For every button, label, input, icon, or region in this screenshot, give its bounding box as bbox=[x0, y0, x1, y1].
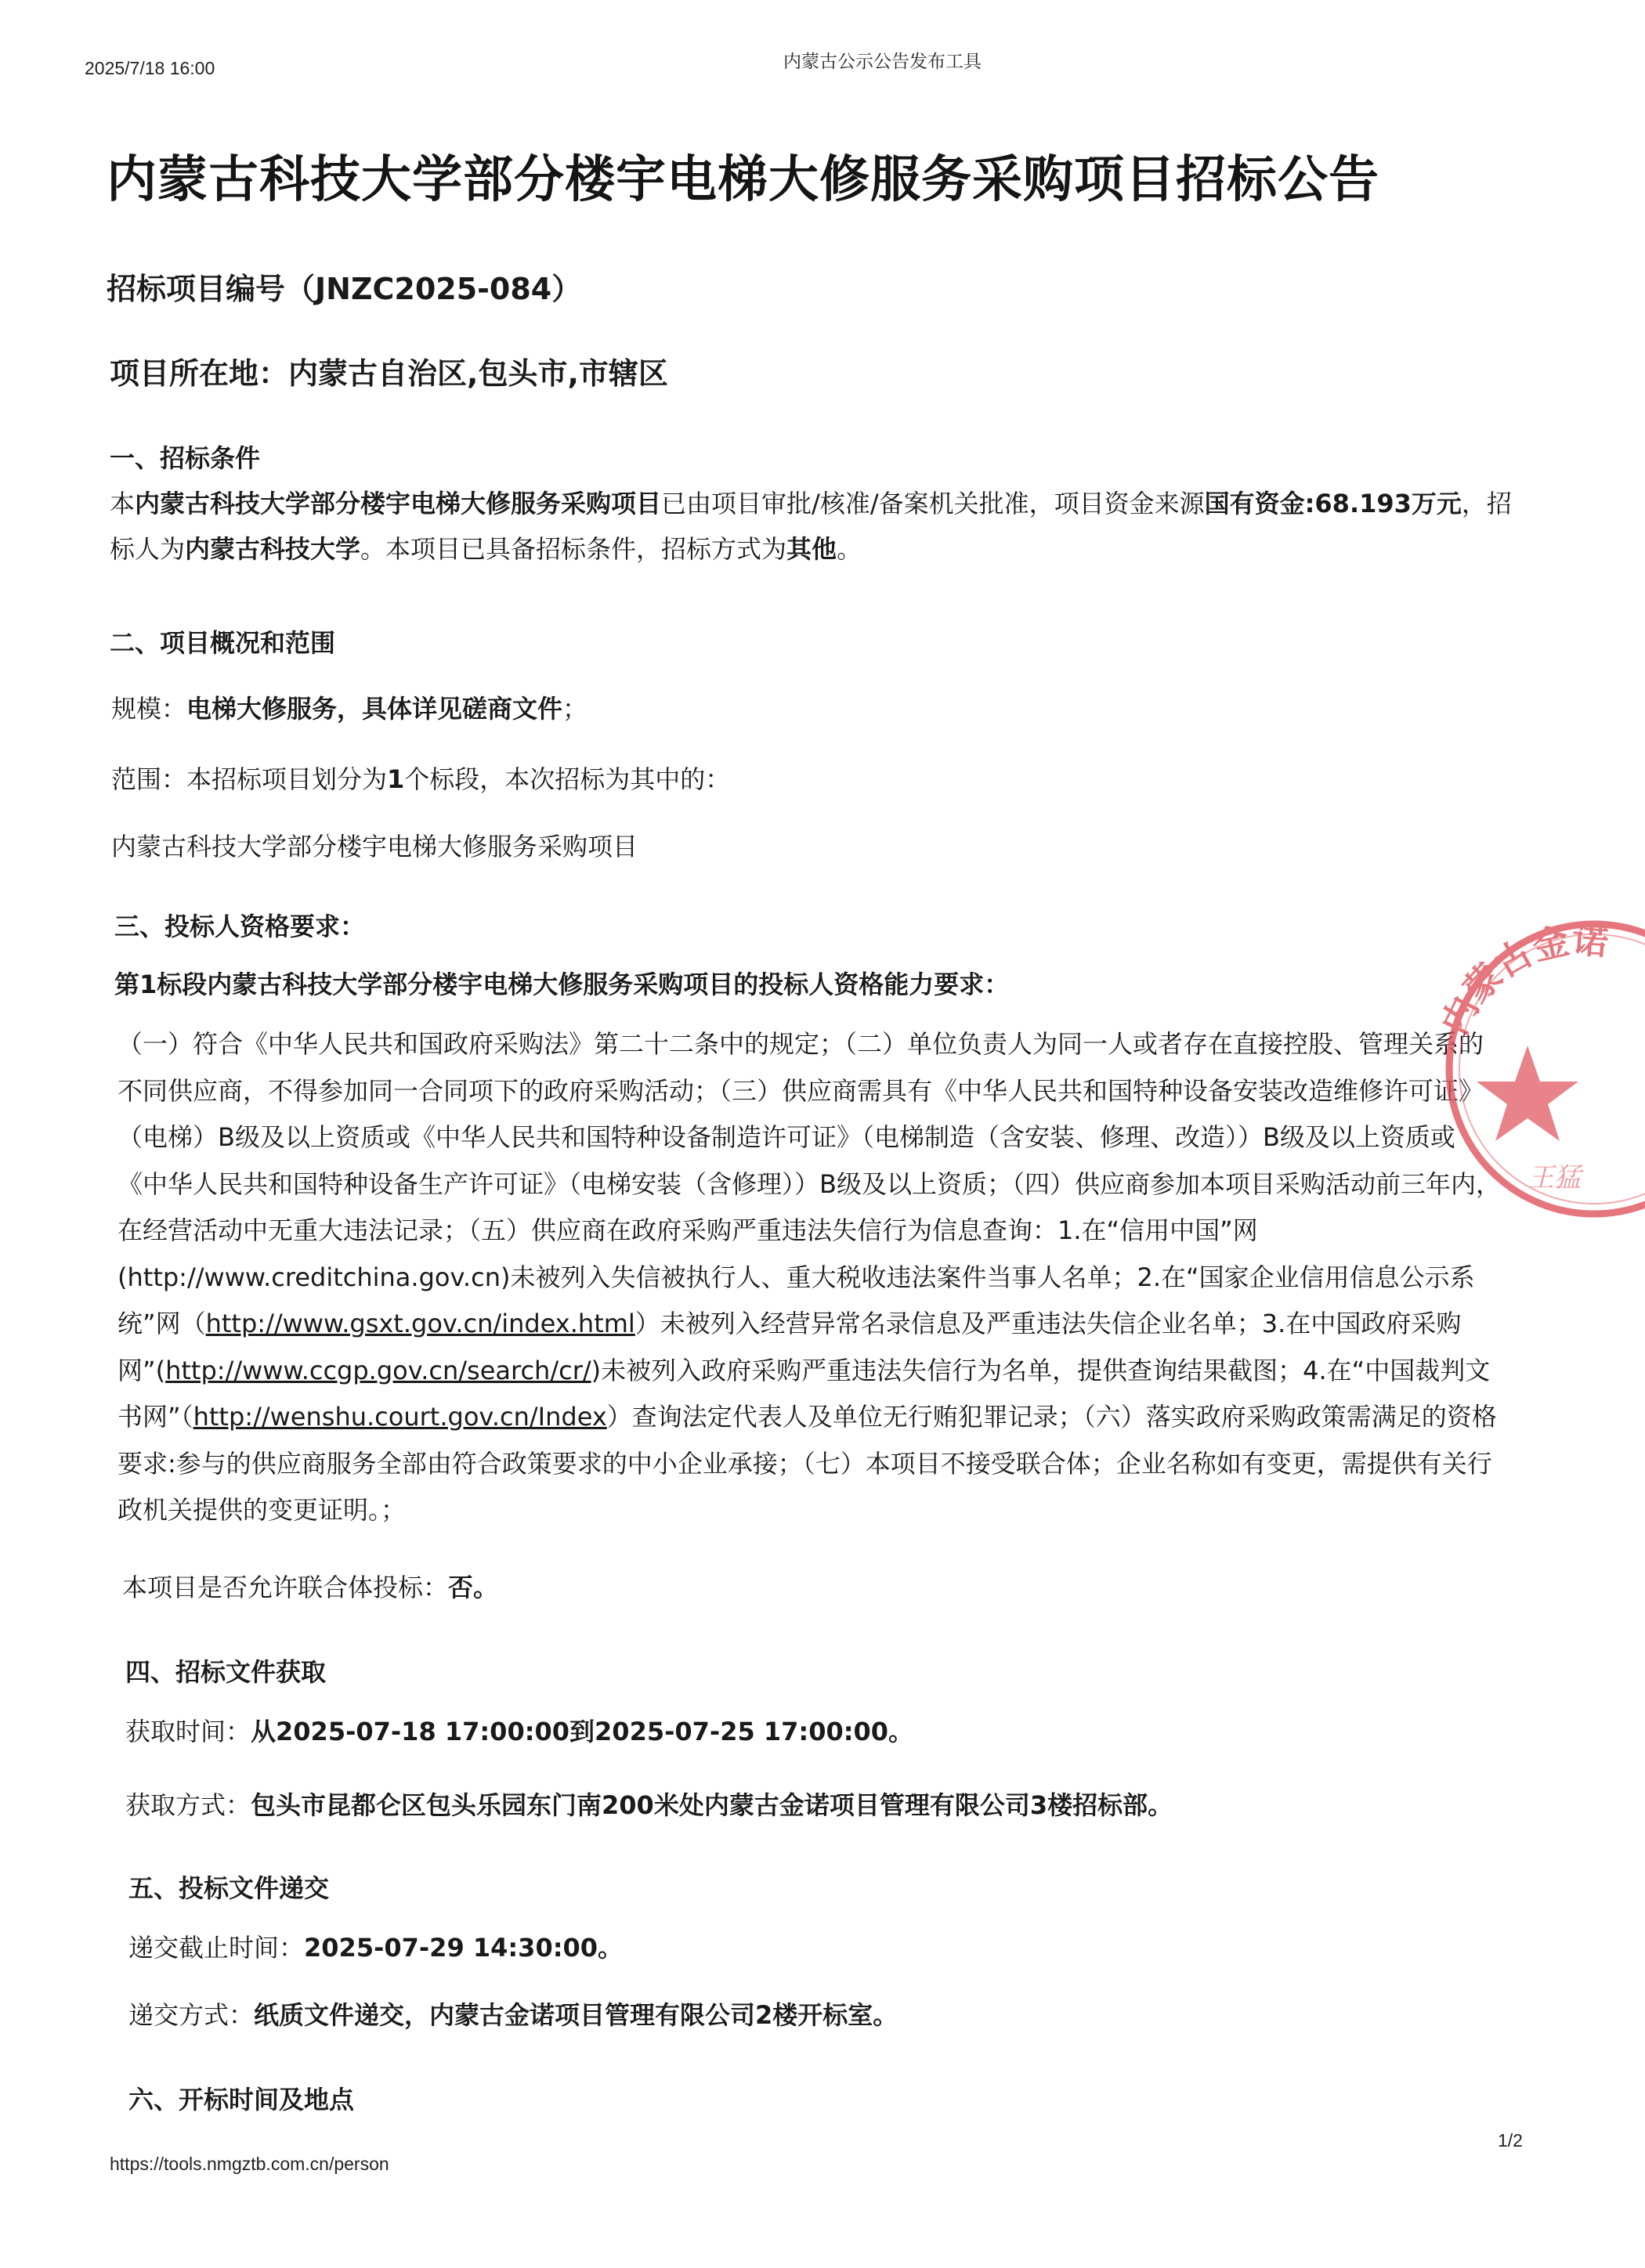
lot-count: 1 bbox=[387, 764, 405, 794]
deadline-line: 递交截止时间：2025-07-29 14:30:00。 bbox=[128, 1933, 624, 1963]
seal-star-icon bbox=[1477, 1046, 1578, 1141]
conditions-paragraph: 本内蒙古科技大学部分楼宇电梯大修服务采购项目已由项目审批/核准/备案机关批准，项目资金来源国有资金:68.193万元，招标人为内蒙古科技大学。本项目已具备招标条件，招标方式为其他。 bbox=[110, 489, 1512, 564]
page-number: 1/2 bbox=[1498, 2130, 1523, 2151]
section-heading-documents: 四、招标文件获取 bbox=[125, 1657, 327, 1687]
consortium-line: 本项目是否允许联合体投标：否。 bbox=[122, 1573, 499, 1602]
page-title: 内蒙古科技大学部分楼宇电梯大修服务采购项目招标公告 bbox=[107, 151, 1379, 209]
seal-signature: 王猛 bbox=[1528, 1162, 1581, 1194]
qualification-requirements: （一）符合《中华人民共和国政府采购法》第二十二条中的规定；（二）单位负责人为同一人或者存在直接控股、管理关系的不同供应商，不得参加同一合同项下的政府采购活动；（三）供应商需具有《中华人民共和国特种设备安装改造维修许可证》（电梯）B级及以上资质或《中华人民共和国特种设备制造许可证》（电梯制造（含安装、修理、改造））B级及以上资质或《中华人民共和国特种设备生产许可证》（电梯安装（含修理））B级及以上资质；（四）供应商参加本项目采购活动前三年内，在经营活动中无重大违法记录；（五）供应商在政府采购严重违法失信行为信息查询：1.在“信用中国”网(http://www.creditchina.gov.cn)未被列入失信被执行人、重大税收违法案件当事人名单；2.在“国家企业信用信息公示系统”网（http://www.gsxt.gov.cn/index.html）未被列入经营异常名录信息及严重违法失信企业名单；3.在中国政府采购网”(http://www.ccgp.gov.cn/search/cr/)未被列入政府采购严重违法失信行为名单，提供查询结果截图；4.在“中国裁判文书网”（http://wenshu.court.gov.cn/Index）查询法定代表人及单位无行贿犯罪记录；（六）落实政府采购政策需满足的资格要求:参与的供应商服务全部由符合政策要求的中小企业承接；（七）本项目不接受联合体；企业名称如有变更，需提供有关行政机关提供的变更证明。； bbox=[118, 1029, 1501, 1525]
footer-url: https://tools.nmgztb.com.cn/person bbox=[110, 2154, 389, 2174]
lot-name: 内蒙古科技大学部分楼宇电梯大修服务采购项目 bbox=[111, 832, 638, 861]
scale-line: 规模：电梯大修服务，具体详见磋商文件； bbox=[111, 694, 588, 724]
submission-method-line: 递交方式：纸质文件递交，内蒙古金诺项目管理有限公司2楼开标室。 bbox=[128, 2000, 898, 2030]
print-timestamp: 2025/7/18 16:00 bbox=[85, 58, 215, 78]
acquire-method-line: 获取方式：包头市昆都仑区包头乐园东门南200米处内蒙古金诺项目管理有限公司3楼招标部。 bbox=[125, 1790, 1173, 1820]
tenderer-name: 内蒙古科技大学 bbox=[185, 534, 361, 564]
section-heading-opening: 六、开标时间及地点 bbox=[128, 2085, 355, 2115]
print-header-title: 内蒙古公示公告发布工具 bbox=[783, 51, 982, 71]
lot-qualification-heading: 第1标段内蒙古科技大学部分楼宇电梯大修服务采购项目的投标人资格能力要求： bbox=[114, 970, 1010, 999]
seal-top-text: 内蒙古金诺 bbox=[1433, 918, 1611, 1042]
submission-method-value: 纸质文件递交，内蒙古金诺项目管理有限公司2楼开标室。 bbox=[254, 2000, 898, 2030]
deadline-value: 2025-07-29 14:30:00。 bbox=[304, 1933, 624, 1963]
project-location bbox=[110, 349, 668, 392]
ccgp-link[interactable]: http://www.ccgp.gov.cn/search/cr/ bbox=[165, 1355, 591, 1385]
acquire-time-line: 获取时间：从2025-07-18 17:00:00到2025-07-25 17:00:00。 bbox=[125, 1717, 914, 1746]
section-heading-submission: 五、投标文件递交 bbox=[128, 1873, 330, 1903]
acquire-method-value: 包头市昆都仑区包头乐园东门南200米处内蒙古金诺项目管理有限公司3楼招标部。 bbox=[251, 1790, 1173, 1820]
fund-source: 国有资金:68.193万元 bbox=[1204, 489, 1462, 518]
range-line: 范围：本招标项目划分为1个标段，本次招标为其中的： bbox=[111, 764, 731, 794]
acquire-time-value: 从2025-07-18 17:00:00到2025-07-25 17:00:00。 bbox=[251, 1717, 914, 1746]
gsxt-link[interactable]: http://www.gsxt.gov.cn/index.html bbox=[205, 1309, 635, 1338]
consortium-value: 否。 bbox=[448, 1573, 499, 1602]
scale-value: 电梯大修服务，具体详见磋商文件 bbox=[186, 694, 563, 724]
project-number: 招标项目编号（JNZC2025-084） bbox=[107, 272, 582, 306]
location-label: 项目所在地： bbox=[110, 356, 289, 391]
location-value: 内蒙古自治区,包头市,市辖区 bbox=[288, 356, 668, 391]
project-name: 内蒙古科技大学部分楼宇电梯大修服务采购项目 bbox=[135, 489, 662, 518]
company-seal bbox=[1410, 889, 1645, 1218]
section-heading-qualifications: 三、投标人资格要求： bbox=[114, 912, 366, 941]
wenshu-link[interactable]: http://wenshu.court.gov.cn/Index bbox=[193, 1402, 607, 1432]
tender-method: 其他 bbox=[786, 534, 837, 564]
section-heading-overview: 二、项目概况和范围 bbox=[110, 628, 336, 658]
section-heading-conditions: 一、招标条件 bbox=[110, 443, 261, 473]
